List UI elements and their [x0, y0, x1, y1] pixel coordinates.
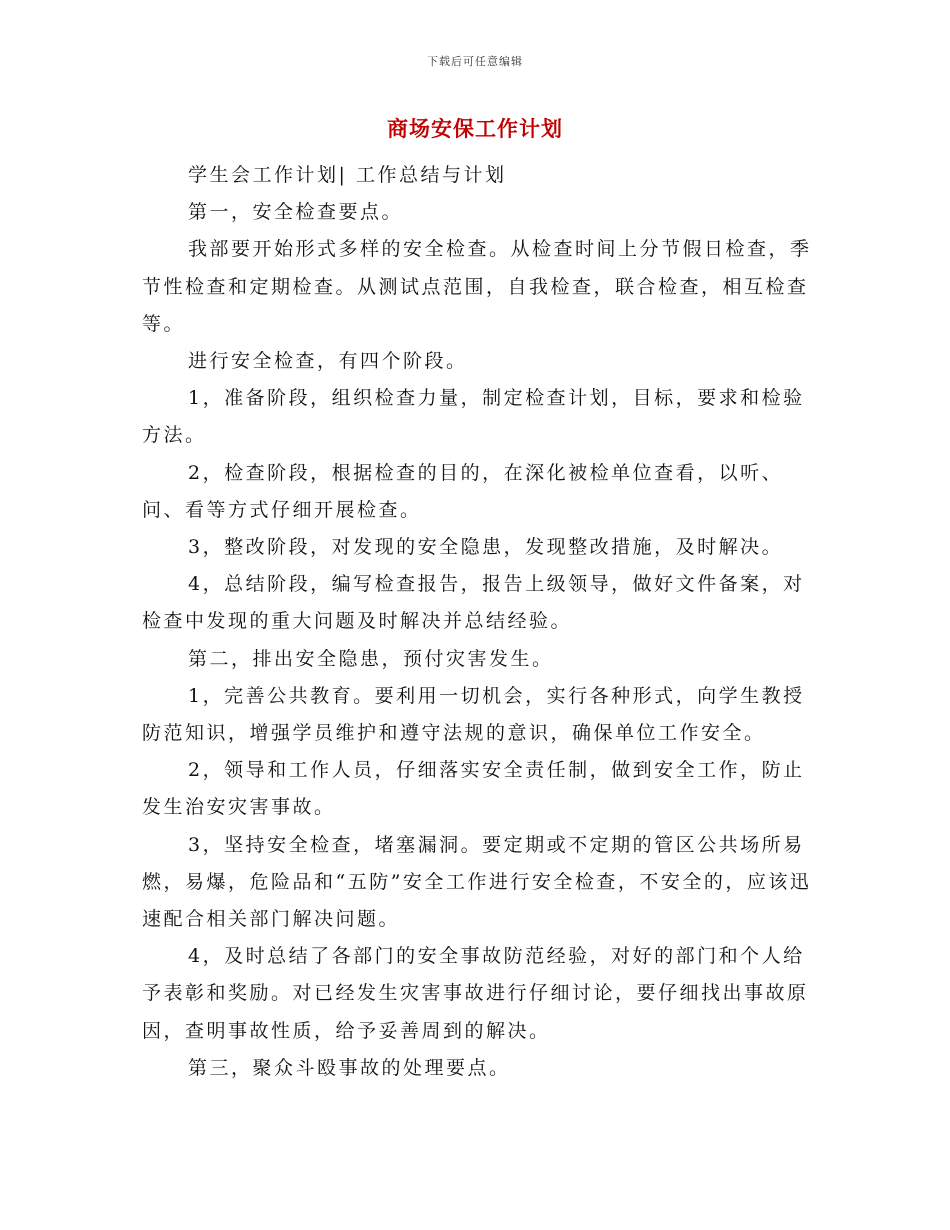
paragraph: 我部要开始形式多样的安全检查。从检查时间上分节假日检查，季节性检查和定期检查。从测试点范围，自我检查，联合检查，相互检查等。 — [142, 238, 812, 335]
paragraph: 4，总结阶段，编写检查报告，报告上级领导，做好文件备案，对检查中发现的重大问题及时解决并总结经验。 — [142, 573, 805, 633]
paragraph-section-3-heading: 第三，聚众斗殴事故的处理要点。 — [188, 1056, 511, 1079]
paragraph: 3，坚持安全检查，堵塞漏洞。要定期或不定期的管区公共场所易燃，易爆，危险品和“五防”安全工作进行安全检查，不安全的，应该迅速配合相关部门解决问题。 — [142, 833, 812, 931]
paragraph: 3，整改阶段，对发现的安全隐患，发现整改措施，及时解决。 — [188, 536, 784, 559]
paragraph: 2，检查阶段，根据检查的目的，在深化被检单位查看，以听、问、看等方式仔细开展检查。 — [142, 461, 784, 521]
paragraph: 2，领导和工作人员，仔细落实安全责任制，做到安全工作，防止发生治安灾害事故。 — [142, 759, 805, 819]
document-body — [142, 157, 822, 1087]
header-note: 下载后可任意编辑 — [427, 55, 523, 68]
paragraph: 1，完善公共教育。要利用一切机会，实行各种形式，向学生教授防范知识，增强学员维护和遵守法规的意识，确保单位工作安全。 — [142, 684, 805, 745]
paragraph: 进行安全检查，有四个阶段。 — [188, 350, 468, 373]
paragraph-subtitle: 学生会工作计划| 工作总结与计划 — [188, 164, 507, 186]
paragraph-section-1-heading: 第一，安全检查要点。 — [188, 201, 404, 224]
paragraph-section-2-heading: 第二，排出安全隐患，预付灾害发生。 — [188, 647, 554, 670]
paragraph: 4，及时总结了各部门的安全事故防范经验，对好的部门和个人给予表彰和奖励。对已经发生灾害事故进行仔细讨论，要仔细找出事故原因，查明事故性质，给予妥善周到的解决。 — [142, 945, 809, 1042]
paragraph: 1，准备阶段，组织检查力量，制定检查计划，目标，要求和检验方法。 — [142, 387, 805, 447]
document-title: 商场安保工作计划 — [387, 117, 563, 141]
